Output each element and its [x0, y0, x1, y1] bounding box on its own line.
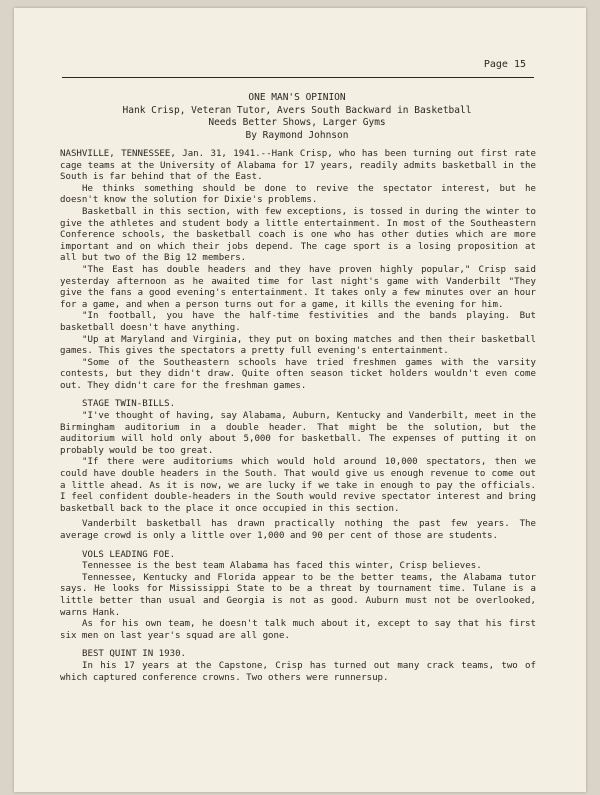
paragraph: In his 17 years at the Capstone, Crisp has turned out many crack teams, two of which captured conference crowns. Two others were runnersup.: [60, 660, 536, 683]
paragraph: Tennessee, Kentucky and Florida appear to be the better teams, the Alabama tutor says. He looks for Mississippi State to be a threat by tournament time. Tulane is a little better than usual and Georgia is not as good. Auburn must not be overlooked, warns Hank.: [60, 572, 536, 618]
paragraph: "Some of the Southeastern schools have tried freshmen games with the varsity contests, but they didn't draw. Quite often season ticket holders wouldn't even come out. They didn't care for the freshman games.: [60, 357, 536, 391]
paragraph: Tennessee is the best team Alabama has faced this winter, Crisp believes.: [82, 561, 482, 572]
header-rule: [62, 77, 534, 78]
document-page: [14, 8, 586, 792]
paragraph: NASHVILLE, TENNESSEE, Jan. 31, 1941.--Hank Crisp, who has been turning out first rate cage teams at the University of Alabama for 17 years, readily admits basketball in the South is far behind that of the East.: [60, 149, 536, 183]
page-number: Page 15: [483, 59, 526, 70]
paragraph: "I've thought of having, say Alabama, Auburn, Kentucky and Vanderbilt, meet in the Birmingham auditorium in a double header. That might be the solution, but the auditorium will hold only about 5,000 for basketball. The expenses of putting it on probably would be too great.: [60, 411, 536, 456]
paragraph: "The East has double headers and they have proven highly popular," Crisp said yesterday afternoon as he awaited time for last night's game with Vanderbilt "They give the fans a good evening's entertainment. It takes only a few minutes over an hour for a game, and when a person turns out for a game, it kills the evening for him.: [60, 264, 536, 310]
paragraph: He thinks something should be done to revive the spectator interest, but he doesn't know the solution for Dixie's problems.: [60, 183, 536, 206]
paragraph: Basketball in this section, with few exceptions, is tossed in during the winter to give the athletes and student body a little entertainment. In most of the Southeastern Conference schools, the basketball coach is one who has other duties which are more important and on which their jobs depend. The cage sport is a losing proposition at all but two of the Big 12 members.: [60, 206, 536, 264]
article-headline: [60, 92, 534, 142]
paragraph: Vanderbilt basketball has drawn practically nothing the past few years. The average crowd is only a little over 1,000 and 90 per cent of those are students.: [60, 519, 536, 541]
paragraph: "In football, you have the half-time festivities and the bands playing. But basketball doesn't have anything.: [60, 311, 536, 333]
paragraph: "Up at Maryland and Virginia, they put on boxing matches and then their basketball games. This gives the spectators a pretty full evening's entertainment.: [60, 334, 536, 357]
section-subhead: VOLS LEADING FOE.: [82, 549, 176, 560]
article-byline: By Raymond Johnson: [245, 129, 349, 141]
section-subhead: BEST QUINT IN 1930.: [82, 649, 187, 660]
paragraph: "If there were auditoriums which would hold around 10,000 spectators, then we could have double headers in the South. That would give us enough revenue to come out a little ahead. As it is now, we are lucky if we take in enough to pay the officials. I feel confident double-headers in the South would revive spectator interest and bring basketball back to the place it once occupied in this section.: [60, 457, 536, 514]
article-subtitle: Hank Crisp, Veteran Tutor, Avers South Backward in Basketball: [122, 104, 472, 116]
article-body: [60, 149, 536, 684]
article-title: ONE MAN'S OPINION: [248, 92, 346, 103]
article-subtitle-secondary: Needs Better Shows, Larger Gyms: [208, 117, 386, 128]
paragraph: As for his own team, he doesn't talk much about it, except to say that his first six men on last year's squad are all gone.: [60, 619, 536, 641]
section-subhead: STAGE TWIN-BILLS.: [82, 399, 176, 410]
